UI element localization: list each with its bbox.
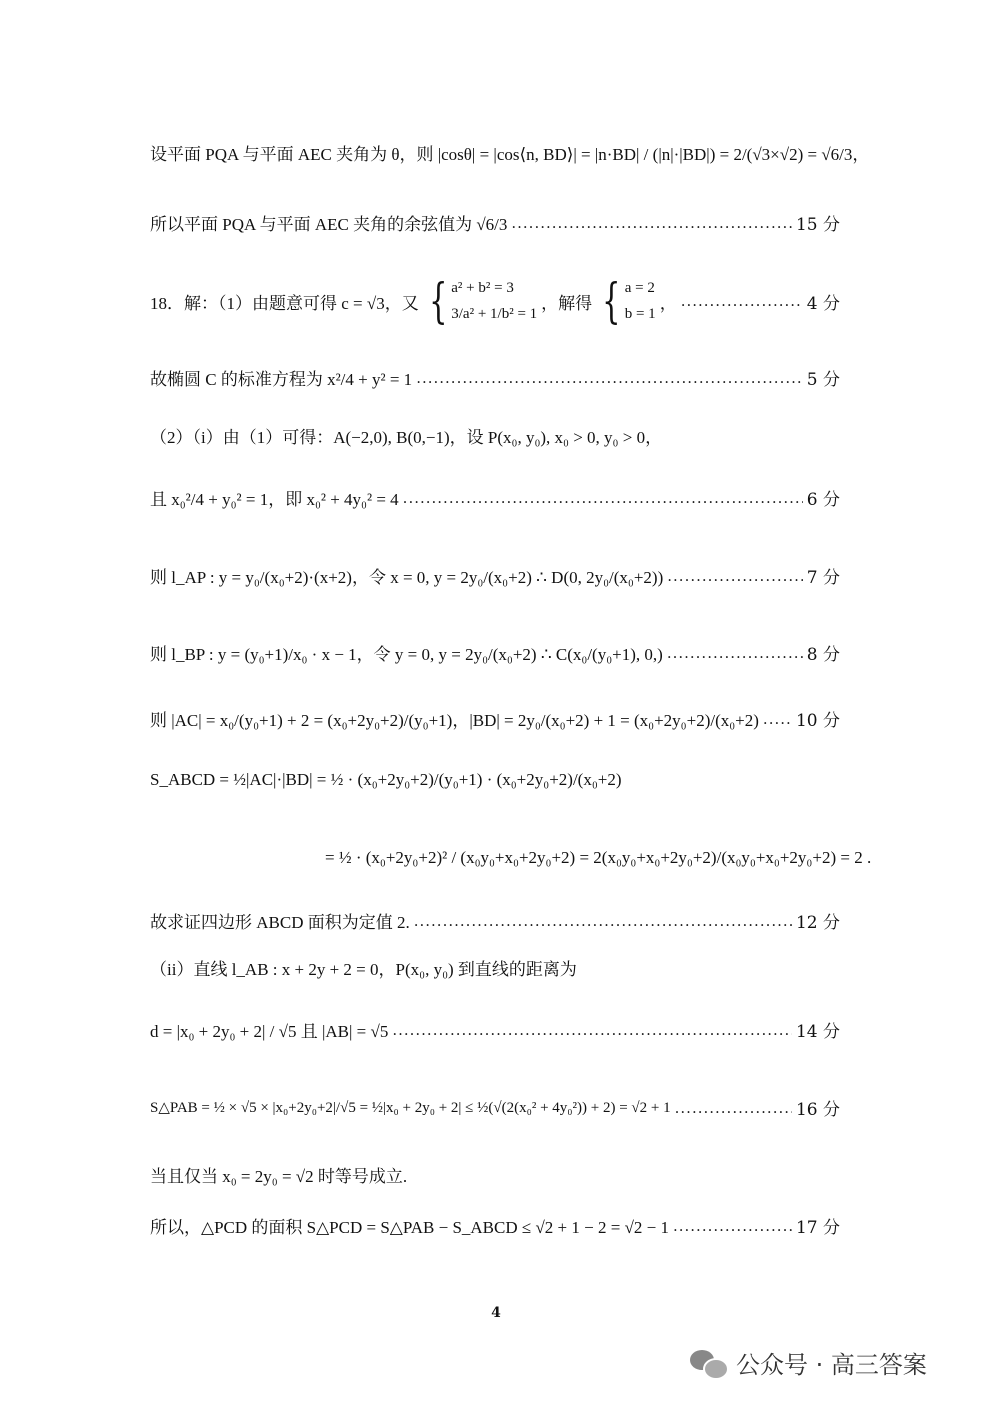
line-area-pab [150,1095,840,1120]
leader-dots [392,1021,792,1039]
score: 8 分 [806,645,840,665]
leader-dots [416,369,803,387]
text: 所以平面 PQA 与平面 AEC 夹角的余弦值为 √6/3 [150,215,508,234]
text: 所以，△PCD 的面积 S△PCD = S△PAB − S_ABCD ≤ √2 + 1 − 2 = √2 − 1 [150,1218,669,1237]
footer-label: 公众号 · 高三答案 [736,1351,927,1379]
line-ac-bd [150,706,840,731]
leader-dots [667,644,803,662]
text: 则 |AC| = x₀/(y₀+1) + 2 = (x₀+2y₀+2)/(y₀+1)，|BD| = 2y₀/(x₀+2) + 1 = (x₀+2y₀+2)/(x₀+2) [150,711,759,730]
leader-dots [673,1217,792,1235]
line-area-abcd [150,770,840,790]
page-number: 4 [491,1305,501,1321]
line-cos-value [150,210,840,235]
text: 当且仅当 x₀ = 2y₀ = √2 时等号成立. [150,1167,408,1186]
wechat-icon [690,1348,726,1378]
line-equality [150,1162,840,1187]
text: ， [659,293,677,313]
line-cos-angle [150,140,870,165]
text: S_ABCD = ½|AC|·|BD| = ½ · (x₀+2y₀+2)/(y₀+1) · (x₀+2y₀+2)/(x₀+2) [150,770,622,789]
score: 10 分 [795,711,840,731]
leader-dots [763,710,792,728]
text: d = |x₀ + 2y₀ + 2| / √5 且 |AB| = √5 [150,1022,389,1041]
system-row: b = 1 [624,306,656,322]
score: 4 分 [806,293,840,314]
score: 17 分 [795,1218,840,1238]
score: 12 分 [795,913,840,933]
leader-dots [403,489,803,507]
brace-icon: { [428,273,448,329]
brace-icon: { [602,273,621,329]
leader-dots [667,567,803,585]
line-q18-part1 [150,275,840,327]
text: = ½ · (x₀+2y₀+2)² / (x₀y₀+x₀+2y₀+2) = 2(x₀y₀+x₀+2y₀+2)/(x₀y₀+x₀+2y₀+2) = 2 . [325,848,872,867]
line-distance [150,1017,840,1042]
text: 18．解：（1）由题意可得 c = √3，又 [150,293,419,313]
text: 则 l_AP : y = y₀/(x₀+2)·(x+2)，令 x = 0, y = 2y₀/(x₀+2) ∴ D(0, 2y₀/(x₀+2)) [150,568,664,587]
system-row: 3/a² + 1/b² = 1 [451,306,538,322]
text: 设平面 PQA 与平面 AEC 夹角为 θ，则 |cosθ| = |cos⟨n, BD⟩| = |n·BD| / (|n|·|BD|) = 2/(√3×√2) = √6/3， [150,145,870,164]
equation-system [423,275,537,327]
score: 7 分 [806,568,840,588]
text: （ii）直线 l_AB : x + 2y + 2 = 0，P(x₀, y₀) 到直线的距离为 [150,960,577,979]
text: 故求证四边形 ABCD 面积为定值 2. [150,913,410,932]
text: 则 l_BP : y = (y₀+1)/x₀ · x − 1，令 y = 0, y = 2y₀/(x₀+2) ∴ C(x₀/(y₀+1), 0,) [150,645,663,664]
leader-dots [681,292,803,310]
line-final [150,1213,840,1238]
line-part-ii [150,955,840,980]
leader-dots [675,1099,792,1117]
score: 5 分 [806,370,840,390]
line-area-simplify [325,848,872,868]
score: 15 分 [795,215,840,235]
text: S△PAB = ½ × √5 × |x₀+2y₀+2|/√5 = ½|x₀ + 2y₀ + 2| ≤ ½(√(2(x₀² + 4y₀²)) + 2) = √2 + 1 [150,1100,671,1116]
text: 且 x₀²/4 + y₀² = 1，即 x₀² + 4y₀² = 4 [150,490,399,509]
leader-dots [511,214,792,232]
watermark-footer [690,1345,927,1380]
line-p-on-ellipse [150,485,840,510]
leader-dots [414,912,792,930]
line-lap [150,563,840,588]
text: （2）（i）由（1）可得：A(−2,0), B(0,−1)，设 P(x₀, y₀), x₀ > 0, y₀ > 0， [150,428,663,447]
text: ，解得 [541,293,593,313]
line-conclusion-1 [150,908,840,933]
solution-system [596,275,656,327]
text: 故椭圆 C 的标准方程为 x²/4 + y² = 1 [150,370,413,389]
system-row: a = 2 [624,280,655,296]
score: 16 分 [795,1100,840,1120]
score: 14 分 [795,1022,840,1042]
line-lbp [150,640,840,665]
system-row: a² + b² = 3 [451,280,514,296]
line-part2-setup [150,423,840,448]
score: 6 分 [806,490,840,510]
line-ellipse-eq [150,365,840,390]
